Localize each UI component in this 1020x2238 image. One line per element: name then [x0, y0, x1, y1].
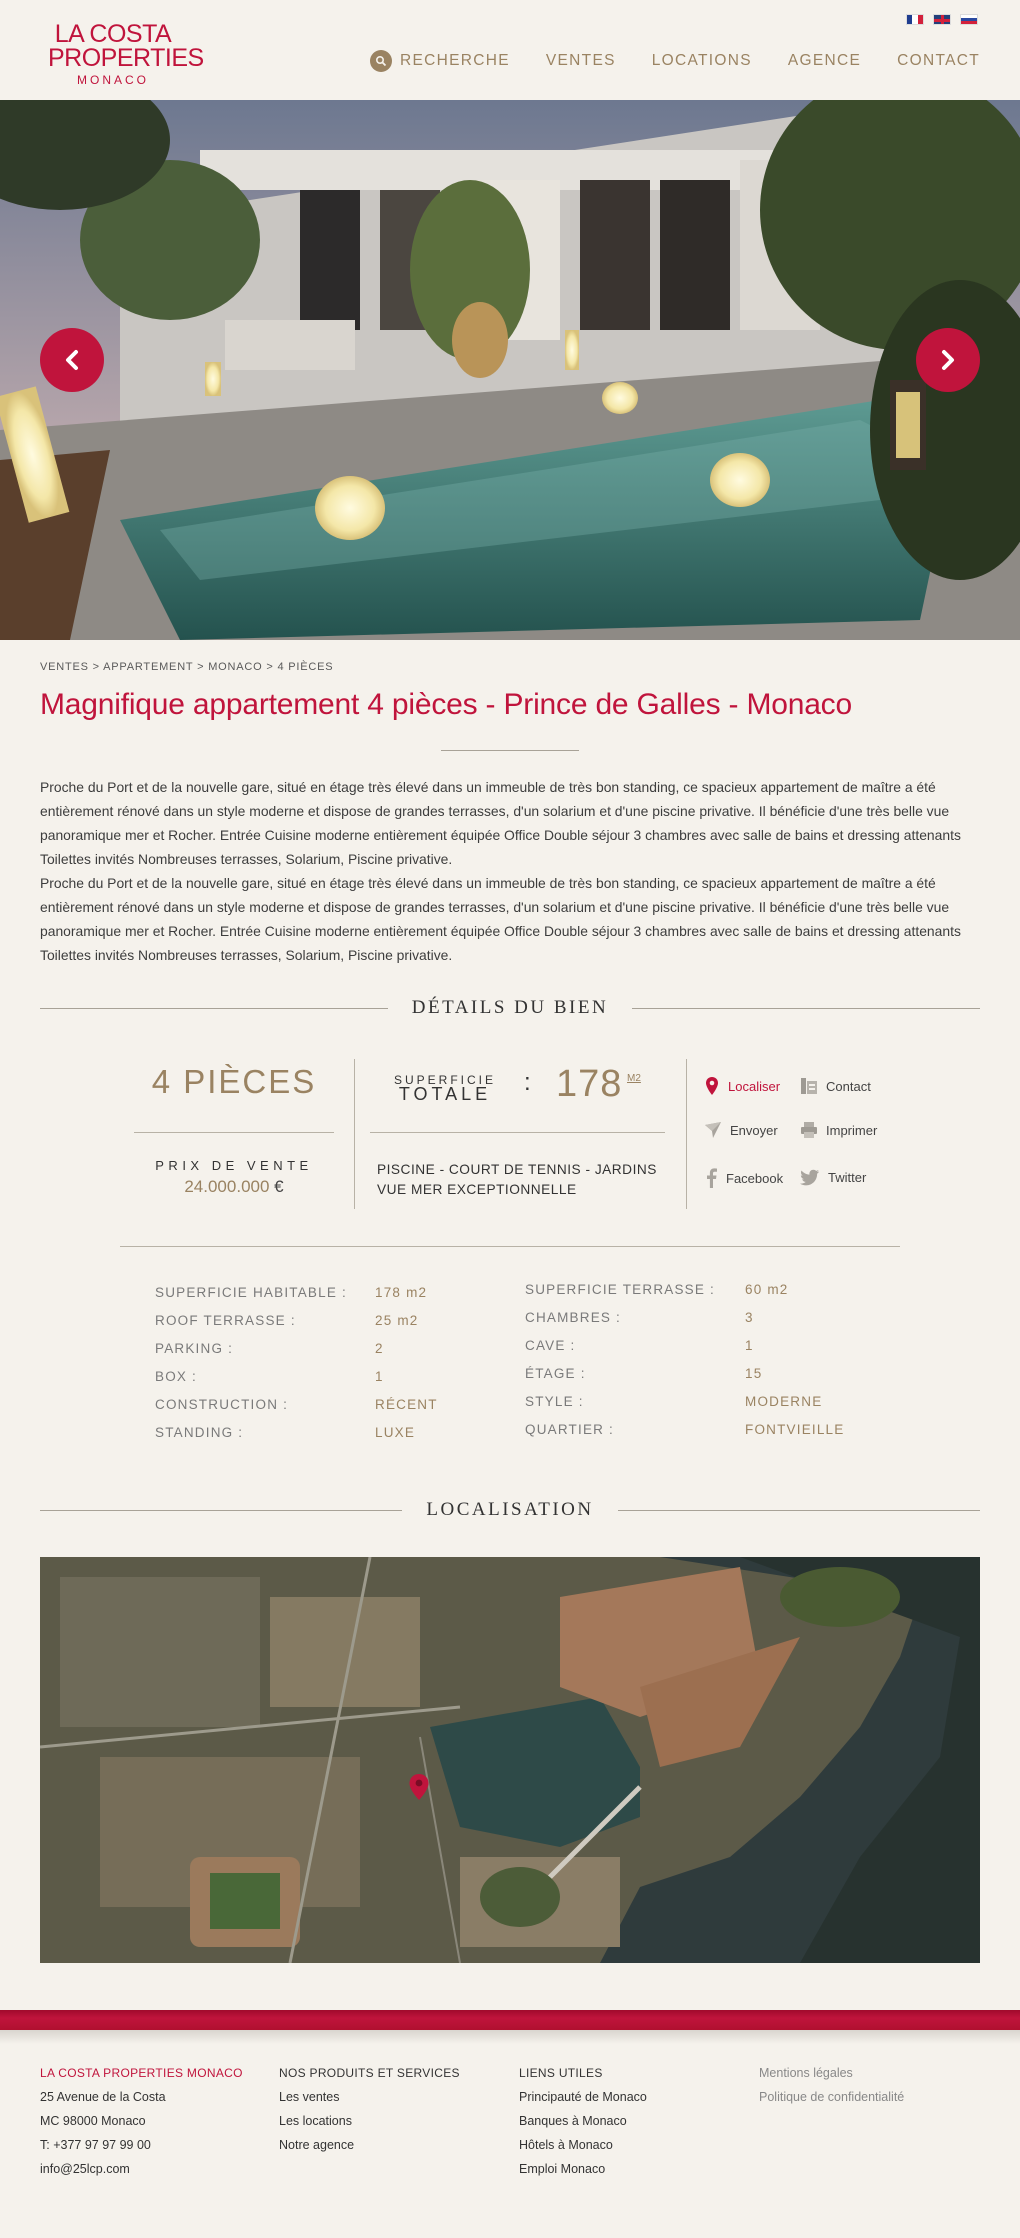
features-line-2: VUE MER EXCEPTIONNELLE: [377, 1182, 577, 1197]
spec-label: ROOF TERRASSE :: [155, 1312, 296, 1328]
flag-ru-icon[interactable]: [960, 14, 978, 25]
divider: [686, 1059, 687, 1209]
twitter-icon: [800, 1168, 820, 1186]
map-pin-icon[interactable]: [408, 1773, 430, 1801]
spec-row: [155, 1306, 515, 1334]
footer-legal: [759, 2061, 979, 2109]
divider: [370, 1132, 665, 1133]
footer-phone[interactable]: T: +377 97 97 99 00: [40, 2138, 151, 2152]
nav-contact[interactable]: CONTACT: [897, 52, 980, 69]
location-heading: [40, 1495, 980, 1525]
flag-gb-icon[interactable]: [933, 14, 951, 25]
rooms-count: 4 PIÈCES: [151, 1063, 317, 1100]
specs-left: [155, 1278, 515, 1446]
spec-label: QUARTIER :: [525, 1421, 615, 1437]
spec-value: RÉCENT: [375, 1396, 438, 1412]
send-icon: [704, 1121, 722, 1139]
spec-row: [155, 1278, 515, 1306]
surface-label-2: TOTALE: [398, 1084, 492, 1104]
nav-rentals[interactable]: LOCATIONS: [651, 52, 752, 69]
footer-shade: [0, 2030, 1020, 2044]
footer-link-monaco[interactable]: Principauté de Monaco: [519, 2090, 647, 2104]
phone-icon: [800, 1076, 818, 1096]
logo-line-1: LA COSTA: [54, 20, 172, 48]
contact-link[interactable]: [800, 1076, 871, 1096]
heading-rule: [618, 1510, 980, 1511]
details-heading-label: DÉTAILS DU BIEN: [411, 997, 609, 1018]
breadcrumb-item-type[interactable]: APPARTEMENT: [103, 661, 194, 673]
surface-label: [390, 1073, 500, 1104]
heading-rule: [40, 1008, 388, 1009]
spec-label: STYLE :: [525, 1393, 584, 1409]
twitter-link[interactable]: [800, 1168, 866, 1186]
footer-link-agency[interactable]: Notre agence: [279, 2138, 355, 2152]
search-icon: [370, 50, 392, 72]
spec-value: 3: [745, 1309, 754, 1325]
footer-company-heading: LA COSTA PROPERTIES MONACO: [40, 2066, 243, 2080]
twitter-label: Twitter: [828, 1169, 867, 1185]
nav-agency[interactable]: AGENCE: [787, 52, 862, 69]
map-pin-icon: [704, 1076, 720, 1096]
hero-slider: [0, 100, 1020, 640]
spec-label: CONSTRUCTION :: [155, 1396, 289, 1412]
price-value: [134, 1177, 334, 1197]
nav-sales[interactable]: VENTES: [545, 52, 616, 69]
slider-prev-button[interactable]: [40, 328, 104, 392]
location-map[interactable]: [40, 1557, 980, 1963]
title-divider: [441, 750, 579, 751]
price-amount: 24.000.000: [184, 1177, 270, 1196]
spec-row: [525, 1387, 885, 1415]
footer-email[interactable]: info@25lcp.com: [40, 2162, 130, 2176]
spec-label: PARKING :: [155, 1340, 234, 1356]
hero-image: [0, 100, 1020, 640]
footer-link-legal-notice[interactable]: Mentions légales: [759, 2066, 853, 2080]
logo-line-3: MONACO: [77, 73, 149, 87]
print-link[interactable]: [800, 1121, 877, 1139]
facebook-link[interactable]: [704, 1168, 783, 1188]
spec-row: [525, 1415, 885, 1443]
footer-address-2: MC 98000 Monaco: [40, 2114, 146, 2128]
footer-link-hotels[interactable]: Hôtels à Monaco: [519, 2138, 613, 2152]
property-description: [40, 775, 980, 967]
spec-row: [525, 1359, 885, 1387]
spec-label: SUPERFICIE HABITABLE :: [155, 1284, 347, 1300]
footer-link-jobs[interactable]: Emploi Monaco: [519, 2162, 606, 2176]
spec-value: MODERNE: [745, 1393, 823, 1409]
spec-value: 2: [375, 1340, 384, 1356]
spec-label: SUPERFICIE TERRASSE :: [525, 1281, 715, 1297]
spec-value: FONTVIEILLE: [745, 1421, 845, 1437]
surface-unit: M2: [627, 1073, 641, 1084]
description-paragraph: Proche du Port et de la nouvelle gare, situé en étage très élevé dans un immeuble de très bon standing, ce spacieux appartement de maître a été entièrement rénové dans un style moderne et dispose de grandes terrasses, d'un solarium et d'une piscine privative. Il bénéficie d'une très belle vue panoramique mer et Rocher. Entrée Cuisine moderne entièrement équipée Office Double séjour 3 chambres avec salle de bains et dressing attenants Toilettes invités Nombreuses terrasses, Solarium, Piscine privative.: [40, 875, 961, 963]
print-label: Imprimer: [826, 1122, 878, 1138]
footer-link-privacy[interactable]: Politique de confidentialité: [759, 2090, 905, 2104]
features-line-1: PISCINE - COURT DE TENNIS - JARDINS: [377, 1162, 657, 1177]
breadcrumb-separator: >: [92, 661, 100, 673]
spec-row: [155, 1334, 515, 1362]
spec-row: [525, 1275, 885, 1303]
satellite-map-image: [40, 1557, 980, 1963]
heading-rule: [632, 1008, 980, 1009]
footer-link-sales[interactable]: Les ventes: [279, 2090, 340, 2104]
flag-fr-icon[interactable]: [906, 14, 924, 25]
location-heading-label: LOCALISATION: [426, 1499, 594, 1520]
nav-search-label: RECHERCHE: [400, 52, 510, 69]
divider: [120, 1246, 900, 1247]
slider-next-button[interactable]: [916, 328, 980, 392]
locate-link[interactable]: [704, 1076, 780, 1096]
breadcrumb-item-city[interactable]: MONACO: [208, 661, 263, 673]
spec-value: 1: [745, 1337, 754, 1353]
site-logo[interactable]: [48, 20, 204, 87]
spec-label: BOX :: [155, 1368, 198, 1384]
price-currency: €: [274, 1177, 284, 1196]
send-link[interactable]: [704, 1121, 778, 1139]
surface-colon: :: [524, 1069, 531, 1096]
surface-value: 178: [556, 1063, 623, 1105]
spec-value: 25 m2: [375, 1312, 419, 1328]
page-title: Magnifique appartement 4 pièces - Prince de Galles - Monaco: [40, 688, 852, 721]
breadcrumb-separator: >: [197, 661, 205, 673]
spec-value: 1: [375, 1368, 384, 1384]
details-heading: [40, 993, 980, 1023]
breadcrumb-item-current: 4 PIÈCES: [277, 661, 334, 673]
spec-label: STANDING :: [155, 1424, 244, 1440]
breadcrumb-separator: >: [266, 661, 274, 673]
breadcrumb: [40, 661, 333, 673]
price-label: PRIX DE VENTE: [155, 1158, 313, 1173]
surface-label-1: SUPERFICIE: [393, 1073, 496, 1087]
spec-row: [155, 1390, 515, 1418]
footer-useful-links: [519, 2061, 739, 2181]
spec-label: CAVE :: [525, 1337, 576, 1353]
spec-label: CHAMBRES :: [525, 1309, 622, 1325]
spec-label: ÉTAGE :: [525, 1365, 586, 1381]
footer-band: [0, 2010, 1020, 2030]
footer-products-heading: NOS PRODUITS ET SERVICES: [279, 2066, 460, 2080]
language-switcher: [906, 14, 978, 25]
chevron-right-icon: [939, 349, 957, 371]
heading-rule: [40, 1510, 402, 1511]
footer-useful-heading: LIENS UTILES: [519, 2066, 603, 2080]
spec-value: 60 m2: [745, 1281, 789, 1297]
divider: [134, 1132, 334, 1133]
spec-row: [155, 1418, 515, 1446]
facebook-icon: [704, 1168, 718, 1188]
footer-products: [279, 2061, 499, 2157]
spec-value: 15: [745, 1365, 763, 1381]
spec-value: 178 m2: [375, 1284, 428, 1300]
description-paragraph: Proche du Port et de la nouvelle gare, situé en étage très élevé dans un immeuble de très bon standing, ce spacieux appartement de maître a été entièrement rénové dans un style moderne et dispose de grandes terrasses, d'un solarium et d'une piscine privative. Il bénéficie d'une très belle vue panoramique mer et Rocher. Entrée Cuisine moderne entièrement équipée Office Double séjour 3 chambres avec salle de bains et dressing attenants Toilettes invités Nombreuses terrasses, Solarium, Piscine privative.: [40, 779, 961, 867]
nav-search[interactable]: [370, 50, 510, 72]
breadcrumb-item-sales[interactable]: VENTES: [40, 661, 89, 673]
divider: [354, 1059, 355, 1209]
spec-row: [155, 1362, 515, 1390]
logo-line-2: PROPERTIES: [48, 44, 204, 72]
main-nav: [370, 50, 980, 72]
spec-row: [525, 1303, 885, 1331]
chevron-left-icon: [63, 349, 81, 371]
footer-address-1: 25 Avenue de la Costa: [40, 2090, 166, 2104]
footer-link-rentals[interactable]: Les locations: [279, 2114, 352, 2128]
send-label: Envoyer: [730, 1122, 778, 1138]
footer-link-banks[interactable]: Banques à Monaco: [519, 2114, 627, 2128]
specs-right: [525, 1275, 885, 1443]
spec-row: [525, 1331, 885, 1359]
property-features: [377, 1160, 667, 1200]
contact-label: Contact: [826, 1078, 871, 1094]
site-header: [0, 0, 1020, 100]
footer-company: [40, 2061, 260, 2181]
spec-value: LUXE: [375, 1424, 416, 1440]
facebook-label: Facebook: [726, 1170, 784, 1186]
printer-icon: [800, 1121, 818, 1139]
locate-label: Localiser: [728, 1078, 781, 1094]
